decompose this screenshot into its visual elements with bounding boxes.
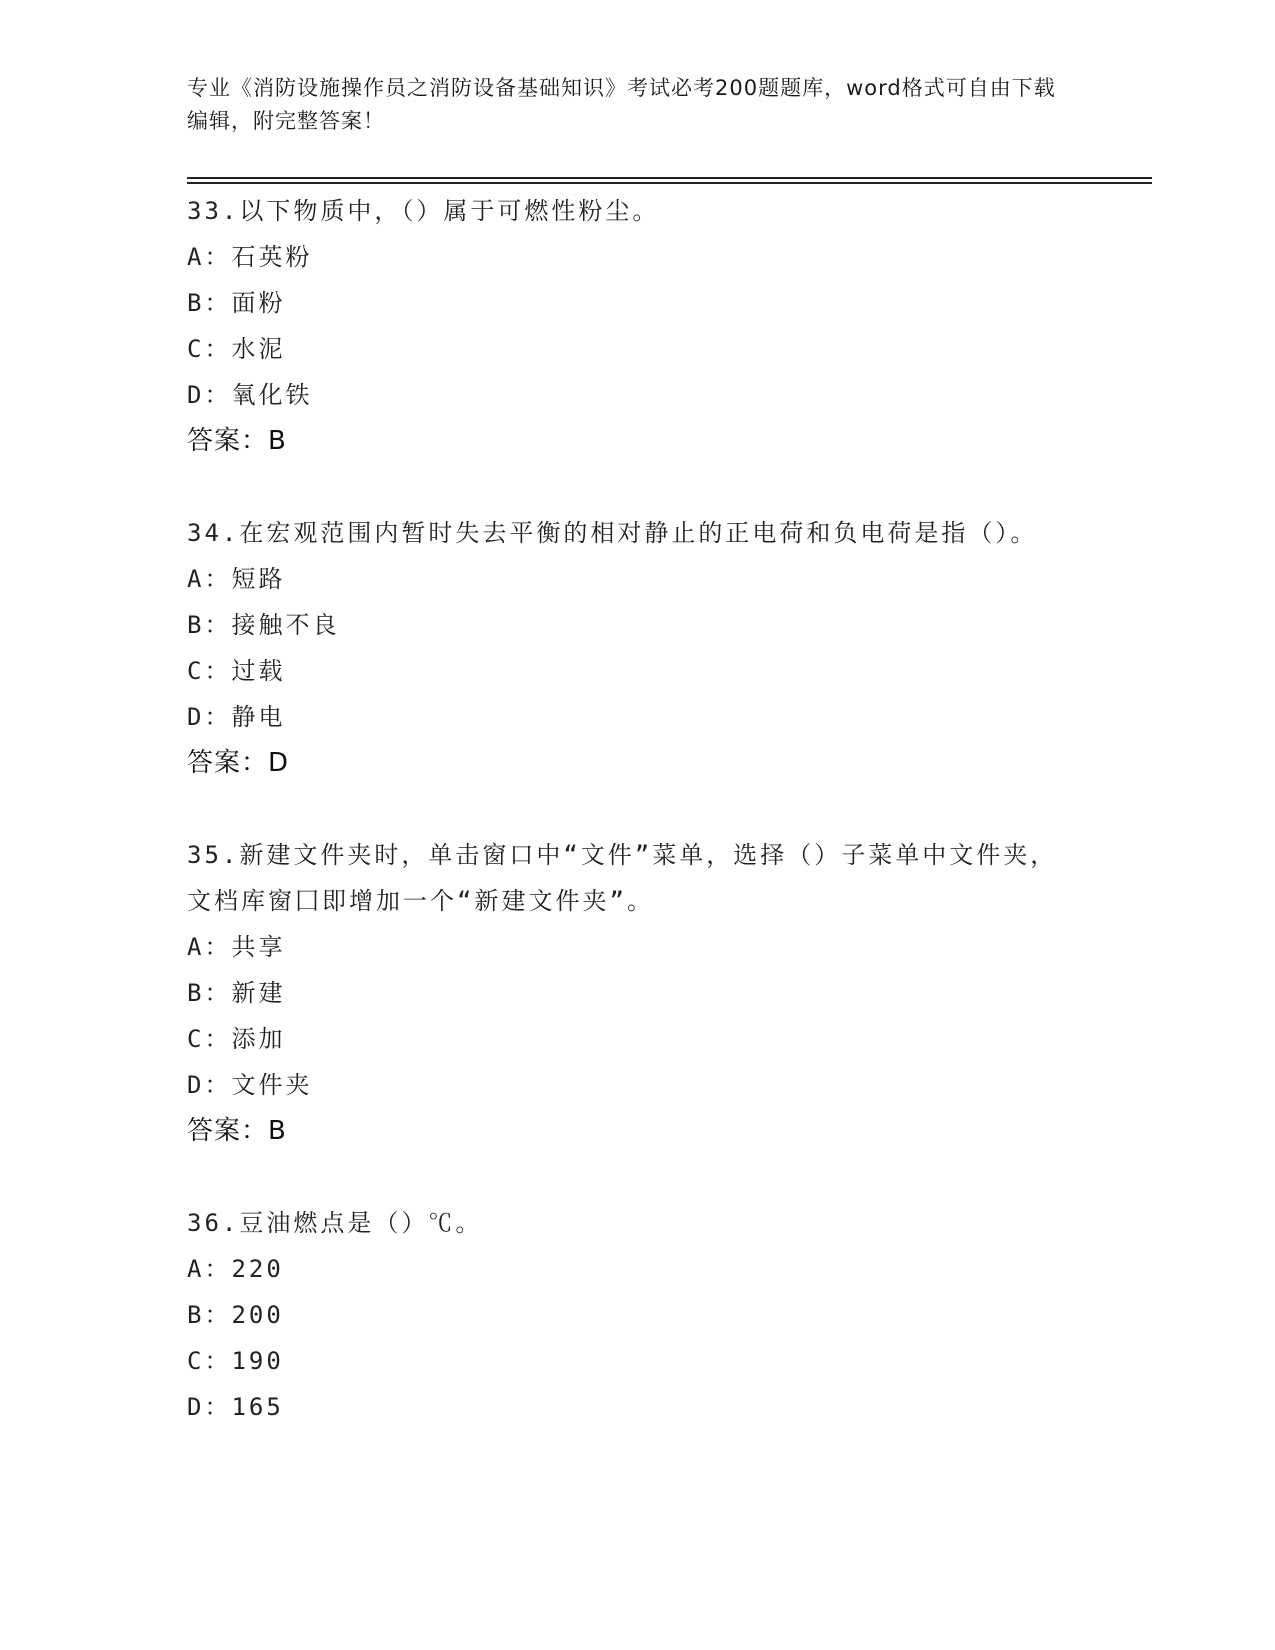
question-34 [187,510,1087,786]
question-35 [187,832,1087,1154]
answer-line: 答案：D [187,748,290,778]
header-divider-bottom [187,182,1152,184]
option-d: D：文件夹 [187,1071,313,1099]
option-b: B：200 [187,1301,284,1329]
option-a: A：短路 [187,565,286,593]
option-c: C：过载 [187,657,286,685]
question-33 [187,188,1087,464]
option-a: A：共享 [187,933,286,961]
question-stem: 33.以下物质中，（）属于可燃性粉尘。 [187,197,660,225]
answer-line: 答案：B [187,1116,287,1146]
question-list [187,188,1087,1476]
option-d: D：165 [187,1393,284,1421]
option-d: D：静电 [187,703,286,731]
option-a: A：220 [187,1255,284,1283]
header-divider-top [187,177,1152,179]
option-b: B：面粉 [187,289,286,317]
answer-line: 答案：B [187,426,287,456]
document-header: 专业《消防设施操作员之消防设备基础知识》考试必考200题题库，word格式可自由下载编辑，附完整答案！ [187,76,1056,133]
question-stem: 34.在宏观范围内暂时失去平衡的相对静止的正电荷和负电荷是指（）。 [187,519,1038,547]
option-d: D：氧化铁 [187,381,313,409]
option-b: B：接触不良 [187,611,340,639]
option-b: B：新建 [187,979,286,1007]
option-c: C：添加 [187,1025,286,1053]
option-a: A：石英粉 [187,243,313,271]
question-36 [187,1200,1087,1430]
option-c: C：水泥 [187,335,286,363]
option-c: C：190 [187,1347,284,1375]
question-stem: 35.新建文件夹时，单击窗口中“文件”菜单，选择（）子菜单中文件夹，文档库窗囗即增加一个“新建文件夹”。 [187,841,1058,915]
question-stem: 36.豆油燃点是（）℃。 [187,1209,483,1237]
